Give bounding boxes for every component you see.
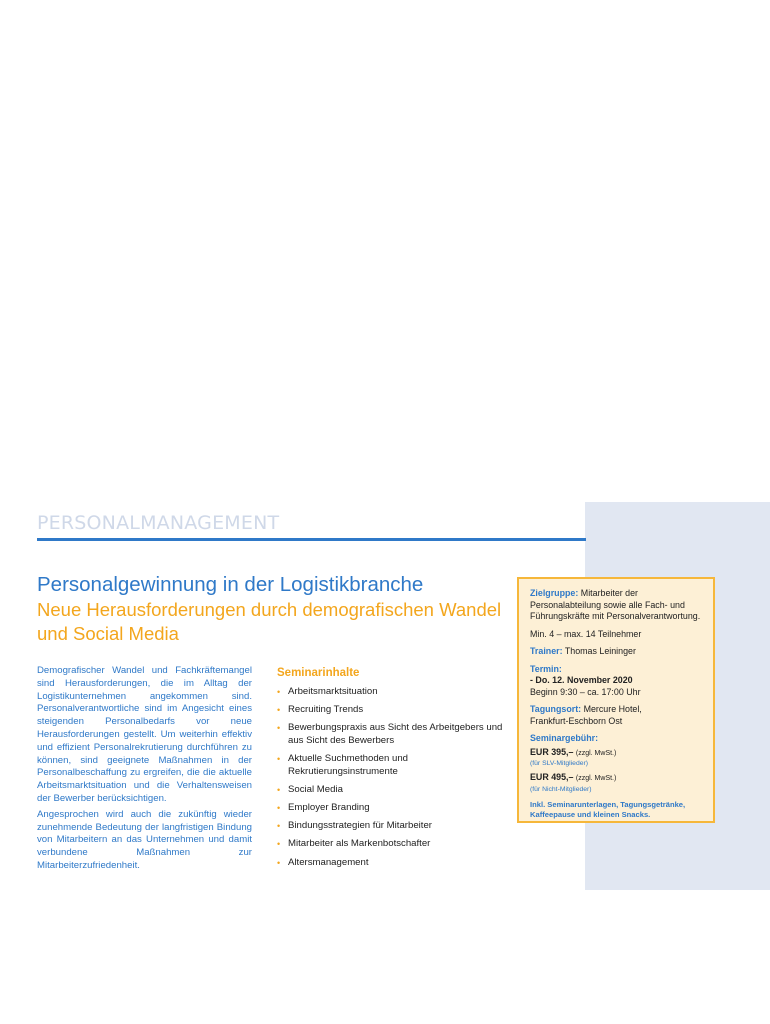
bullet-icon: •	[277, 723, 281, 734]
trainer-label: Trainer:	[530, 646, 563, 656]
fee-block	[530, 733, 705, 794]
intro-text	[37, 665, 252, 876]
list-item: • Employer Branding	[277, 801, 370, 813]
target-group	[530, 588, 705, 623]
bullet-icon: •	[277, 802, 281, 813]
venue-line-1: Mercure Hotel,	[583, 704, 642, 714]
section-divider	[37, 538, 586, 541]
trainer	[530, 646, 705, 658]
venue-block	[530, 704, 705, 727]
time-line: Beginn 9:30 – ca. 17:00 Uhr	[530, 686, 641, 697]
topics-list	[277, 686, 507, 875]
date-block	[530, 664, 705, 699]
venue-line-2: Frankfurt-Eschborn Ost	[530, 715, 623, 726]
fee-nonmember-price: EUR 495,–	[530, 772, 574, 782]
target-group-label: Zielgruppe:	[530, 588, 579, 598]
intro-paragraph-2: Angesprochen wird auch die zukünftig wieder zunehmende Bedeutung der langfristigen Bindung von Mitarbeitern an das Unternehmen und damit verbundene Maßnahmen zur Mitarbeiterzufriedenheit.	[37, 808, 252, 871]
seminar-info-box	[517, 577, 715, 823]
list-item: • Social Media	[277, 783, 343, 795]
list-item: • Mitarbeiter als Markenbotschafter	[277, 838, 431, 850]
bullet-icon: •	[277, 687, 281, 697]
participants: Min. 4 – max. 14 Teilnehmer	[530, 628, 642, 639]
list-item: • Altersmanagement	[277, 856, 369, 868]
venue-label: Tagungsort:	[530, 704, 582, 714]
list-item: • Bewerbungspraxis aus Sicht des Arbeitgebers und aus Sicht des Bewerbers	[277, 722, 503, 746]
list-item: • Arbeitsmarktsituation	[277, 686, 378, 697]
fee-member-price: EUR 395,–	[530, 746, 574, 757]
trainer-name: Thomas Leininger	[564, 646, 636, 656]
list-item: • Bindungsstrategien für Mitarbeiter	[277, 820, 432, 832]
list-item: • Recruiting Trends	[277, 704, 364, 716]
section-title: PERSONALMANAGEMENT	[37, 512, 280, 534]
intro-paragraph-1: Demografischer Wandel und Fachkräftemangel sind Herausforderungen, die im Alltag der Logistikunternehmen angekommen sind. Personalverantwortliche sind im Angesicht eines steigenden Personalbedarfs vor neue Herausforderungen gestellt. Um weiterhin effektiv und effizient Personalrekrutierung durchführen zu können, sind geeignete Maßnahmen in der Personalbeschaffung zu ergreifen, die die aktuelle Arbeitsmarktsituation und die Verhaltensweisen der Bewerber berücksichtigen.	[37, 665, 252, 804]
bullet-icon: •	[277, 705, 281, 716]
fee-member-tax: (zzgl. MwSt.)	[575, 749, 617, 757]
date-label: Termin:	[530, 663, 562, 674]
bullet-icon: •	[277, 821, 281, 832]
fee-member-note: (für SLV-Mitglieder)	[530, 760, 589, 767]
target-group-text: Mitarbeiter der Personalabteilung sowie alle Fach- und Führungskräfte mit Personalverantwortung.	[530, 588, 701, 621]
seminar-title: Personalgewinnung in der Logistikbranche	[37, 573, 424, 596]
fee-label: Seminargebühr:	[530, 733, 599, 743]
bullet-icon: •	[277, 754, 281, 765]
bullet-icon: •	[277, 839, 281, 850]
includes-note: Inkl. Seminarunterlagen, Tagungsgetränke, Kaffeepause und kleinen Snacks.	[530, 799, 686, 819]
seminar-subtitle: Neue Herausforderungen durch demografischen Wandel und Social Media	[37, 599, 502, 644]
bullet-icon: •	[277, 784, 281, 795]
list-item: • Aktuelle Suchmethoden und Rekrutierungsinstrumente	[277, 753, 409, 777]
topics-heading: Seminarinhalte	[277, 667, 360, 679]
fee-nonmember-note: (für Nicht-Mitglieder)	[530, 785, 592, 793]
bullet-icon: •	[277, 857, 281, 868]
date-line: - Do. 12. November 2020	[530, 675, 633, 685]
fee-nonmember-tax: (zzgl. MwSt.)	[575, 775, 617, 782]
